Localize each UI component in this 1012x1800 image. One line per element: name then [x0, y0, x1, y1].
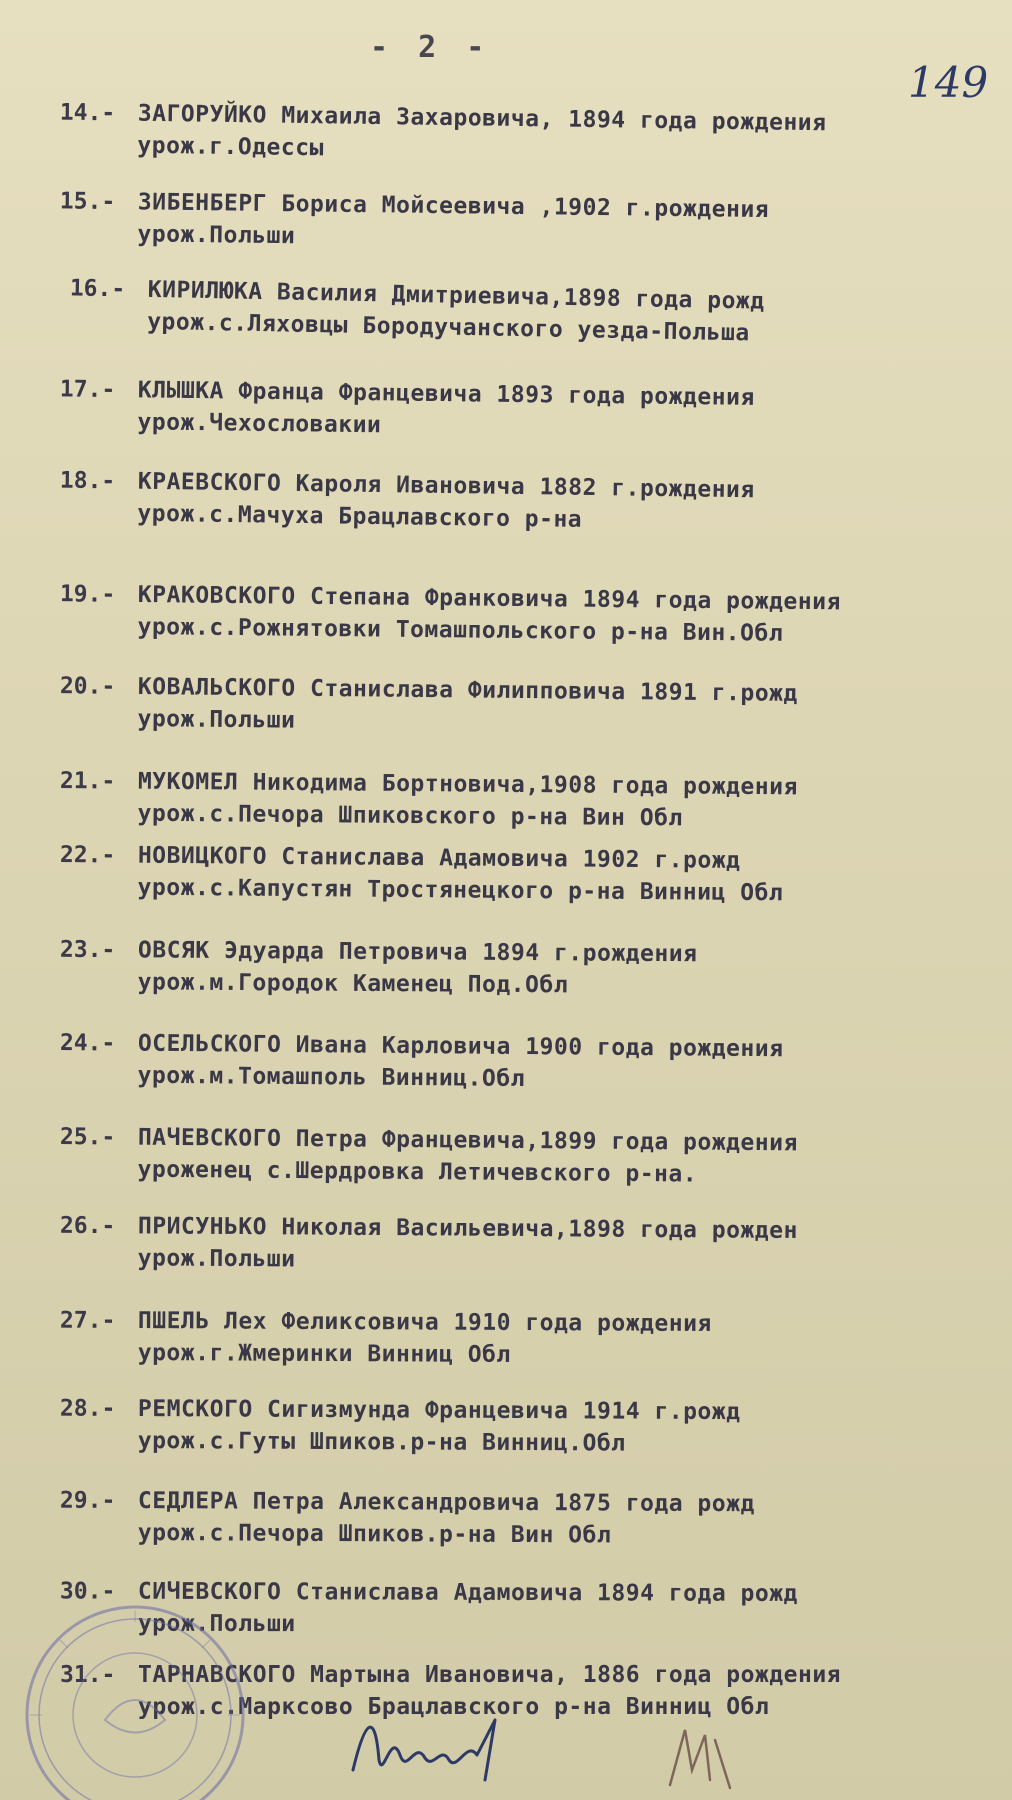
list-item	[59, 467, 980, 533]
entry-name-line: ПРИСУНЬКО Николая Васильевича,1898 года рожден	[137, 1213, 798, 1244]
entry-name-line: КРАКОВСКОГО Степана Франковича 1894 года рождения	[137, 581, 841, 616]
entry-name-line: НОВИЦКОГО Станислава Адамовича 1902 г.рожд	[137, 842, 741, 874]
list-item	[59, 1212, 980, 1273]
entry-number: 28.-	[59, 1395, 116, 1422]
entry-number: 25.-	[59, 1123, 116, 1151]
list-item	[59, 936, 980, 999]
list-item	[69, 275, 970, 347]
list-item	[59, 581, 980, 647]
archive-sheet-number: 149	[908, 58, 989, 107]
list-item	[59, 188, 980, 250]
entry-number: 17.-	[59, 376, 116, 404]
list-item	[59, 1487, 980, 1549]
entry-number: 16.-	[69, 275, 126, 303]
entry-number: 21.-	[59, 767, 116, 795]
entry-name-line: МУКОМЕЛ Никодима Бортновича,1908 года рождения	[137, 768, 798, 801]
entry-name-line: ЗИБЕНБЕРГ Бориса Мойсеевича ,1902 г.рождения	[137, 189, 770, 224]
entry-name-line: ЗАГОРУЙКО Михаила Захаровича, 1894 года рождения	[137, 100, 827, 137]
list-item	[59, 1307, 980, 1368]
list-item	[59, 376, 980, 439]
entry-origin-line: урож.Польши	[137, 1245, 296, 1273]
entry-origin-line: урож.с.Печора Шпиков.р-на Вин Обл	[137, 1519, 612, 1549]
entry-origin-line: урож.м.Городок Каменец Под.Обл	[137, 969, 569, 999]
list-item	[59, 1029, 980, 1093]
entry-name-line: ТАРНАВСКОГО Мартына Ивановича, 1886 года рождения	[138, 1662, 842, 1688]
entry-origin-line: урож.Польши	[137, 705, 296, 734]
entry-name-line: ОСЕЛЬСКОГО Ивана Карловича 1900 года рождения	[137, 1030, 784, 1063]
entry-origin-line: урож.Польши	[137, 1610, 296, 1638]
entry-number: 26.-	[59, 1212, 116, 1240]
entry-name-line: ПШЕЛЬ Лех Феликсовича 1910 года рождения	[137, 1307, 712, 1338]
entry-name-line: КРАЕВСКОГО Кароля Ивановича 1882 г.рождения	[137, 468, 755, 504]
list-item	[59, 1578, 980, 1638]
entry-origin-line: урож.г.Жмеринки Винниц Обл	[137, 1339, 511, 1368]
entry-origin-line: уроженец с.Шердровка Летичевского р-на.	[137, 1156, 698, 1188]
entry-name-line: КИРИЛЮКА Василия Дмитриевича,1898 года рожд	[147, 276, 765, 315]
entry-origin-line: урож.м.Томашполь Винниц.Обл	[137, 1062, 526, 1093]
entry-number: 20.-	[59, 673, 116, 700]
entry-origin-line: урож.с.Капустян Тростянецкого р-на Винниц Обл	[137, 874, 784, 907]
entry-name-line: ПАЧЕВСКОГО Петра Францевича,1899 года рождения	[137, 1124, 798, 1157]
entry-number: 19.-	[59, 581, 116, 608]
entry-number: 23.-	[59, 936, 116, 964]
stamp-icon	[20, 1600, 250, 1800]
entry-origin-line: урож.Польши	[137, 221, 296, 250]
entry-origin-line: урож.с.Печора Шпиковского р-на Вин Обл	[137, 800, 683, 832]
entry-origin-line: урож.с.Ляховцы Бородучанского уезда-Польша	[146, 308, 750, 347]
entry-number: 24.-	[59, 1029, 116, 1057]
entry-number: 15.-	[59, 188, 116, 216]
entry-number: 29.-	[59, 1487, 116, 1514]
entry-origin-line: урож.Чехословакии	[137, 409, 382, 439]
signature-icon	[345, 1700, 515, 1790]
entry-number: 27.-	[59, 1307, 116, 1334]
page-number: - 2 -	[370, 30, 491, 65]
entry-name-line: КОВАЛЬСКОГО Станислава Филипповича 1891 г.рожд	[137, 673, 798, 707]
list-item	[59, 1123, 980, 1188]
list-item	[59, 99, 980, 162]
list-item	[59, 1395, 980, 1457]
list-item	[59, 767, 980, 832]
signature-icon	[660, 1710, 740, 1790]
entry-name-line: СЕДЛЕРА Петра Александровича 1875 года рожд	[137, 1487, 755, 1518]
entry-number: 22.-	[59, 841, 116, 869]
entry-number: 14.-	[59, 99, 116, 127]
list-item	[59, 673, 980, 734]
entry-number: 30.-	[59, 1578, 116, 1605]
entry-number: 31.-	[60, 1662, 116, 1688]
entry-origin-line: урож.с.Рожнятовки Томашпольского р-на Вин.Обл	[137, 613, 784, 647]
entry-origin-line: урож.г.Одессы	[137, 132, 325, 162]
entry-number: 18.-	[59, 467, 116, 495]
entry-name-line: РЕМСКОГО Сигизмунда Францевича 1914 г.рожд	[137, 1395, 741, 1426]
list-item	[59, 841, 980, 907]
entry-name-line: ОВСЯК Эдуарда Петровича 1894 г.рождения	[137, 937, 698, 968]
entry-origin-line: урож.с.Марксово Брацлавского р-на Винниц Обл	[138, 1694, 770, 1720]
entry-origin-line: урож.с.Гуты Шпиков.р-на Винниц.Обл	[137, 1427, 626, 1457]
entry-name-line: СИЧЕВСКОГО Станислава Адамовича 1894 года рожд	[137, 1578, 798, 1607]
entry-name-line: КЛЫШКА Франца Францевича 1893 года рождения	[137, 377, 755, 411]
entry-origin-line: урож.с.Мачуха Брацлавского р-на	[137, 500, 583, 533]
